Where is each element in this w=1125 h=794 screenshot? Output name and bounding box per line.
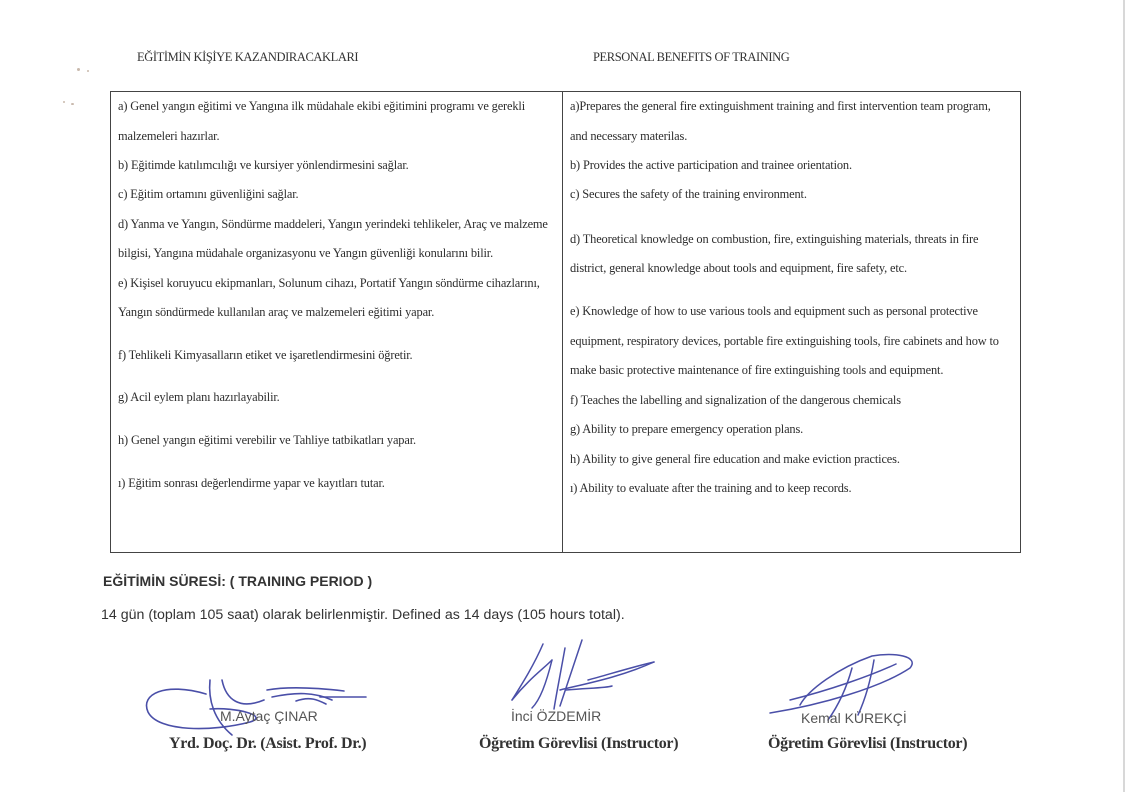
benefit-tr-line: d) Yanma ve Yangın, Söndürme maddeleri, Yangın yerindeki tehlikeler, Araç ve malzeme	[118, 217, 548, 231]
benefit-en-line: e) Knowledge of how to use various tools and equipment such as personal protective	[570, 304, 978, 318]
benefit-en-line: h) Ability to give general fire education and make eviction practices.	[570, 452, 900, 466]
benefit-en-line: make basic protective maintenance of fire extinguishing tools and equipment.	[570, 363, 944, 377]
signatory-name: Kemal KÜREKÇİ	[801, 710, 907, 726]
signatory-title: Yrd. Doç. Dr. (Asist. Prof. Dr.)	[169, 735, 367, 752]
benefit-en-line: a)Prepares the general fire extinguishment training and first intervention team program,	[570, 99, 991, 113]
benefit-tr-line: c) Eğitim ortamını güvenliğini sağlar.	[118, 187, 299, 201]
column-divider	[562, 92, 563, 552]
benefit-en-line: and necessary materilas.	[570, 129, 688, 143]
heading-benefits-tr: EĞİTİMİN KİŞİYE KAZANDIRACAKLARI	[137, 50, 359, 64]
signatory-name: M.Aytaç ÇINAR	[220, 708, 318, 724]
scan-speck	[63, 101, 65, 103]
benefit-tr-line: bilgisi, Yangına müdahale organizasyonu ve Yangın güvenliği konularını bilir.	[118, 246, 494, 260]
benefit-tr-line: b) Eğitimde katılımcılığı ve kursiyer yönlendirmesini sağlar.	[118, 158, 409, 172]
training-period-text: 14 gün (toplam 105 saat) olarak belirlenmiştir. Defined as 14 days (105 hours total).	[101, 607, 625, 623]
benefit-tr-line: f) Tehlikeli Kimyasalların etiket ve işaretlendirmesini öğretir.	[118, 348, 413, 362]
scan-speck	[77, 68, 80, 71]
benefit-tr-line: Yangın söndürmede kullanılan araç ve malzemeleri eğitimi yapar.	[118, 305, 435, 319]
benefit-en-line: g) Ability to prepare emergency operation plans.	[570, 422, 804, 436]
benefit-en-line: equipment, respiratory devices, portable fire extinguishing tools, fire cabinets and how to	[570, 334, 999, 348]
benefit-en-line: c) Secures the safety of the training environment.	[570, 187, 807, 201]
signatory-title: Öğretim Görevlisi (Instructor)	[479, 735, 679, 752]
benefit-en-line: ı) Ability to evaluate after the training and to keep records.	[570, 481, 852, 495]
heading-benefits-en: PERSONAL BENEFITS OF TRAINING	[593, 50, 790, 64]
benefit-tr-line: ı) Eğitim sonrası değerlendirme yapar ve kayıtları tutar.	[118, 476, 385, 490]
benefit-tr-line: e) Kişisel koruyucu ekipmanları, Solunum cihazı, Portatif Yangın söndürme cihazlarını,	[118, 276, 540, 290]
scan-speck	[71, 103, 74, 105]
benefit-en-line: d) Theoretical knowledge on combustion, fire, extinguishing materials, threats in fire	[570, 232, 979, 246]
training-period-title: EĞİTİMİN SÜRESİ: ( TRAINING PERIOD )	[103, 573, 373, 589]
benefit-tr-line: h) Genel yangın eğitimi verebilir ve Tahliye tatbikatları yapar.	[118, 433, 416, 447]
benefit-en-line: b) Provides the active participation and trainee orientation.	[570, 158, 852, 172]
benefit-en-line: f) Teaches the labelling and signalization of the dangerous chemicals	[570, 393, 901, 407]
benefit-tr-line: g) Acil eylem planı hazırlayabilir.	[118, 390, 280, 404]
benefits-table	[110, 91, 1021, 553]
benefit-en-line: district, general knowledge about tools and equipment, fire safety, etc.	[570, 261, 907, 275]
signatory-title: Öğretim Görevlisi (Instructor)	[768, 735, 968, 752]
benefit-tr-line: a) Genel yangın eğitimi ve Yangına ilk müdahale ekibi eğitimini programı ve gerekli	[118, 99, 526, 113]
signatory-name: İnci ÖZDEMİR	[511, 708, 602, 724]
benefit-tr-line: malzemeleri hazırlar.	[118, 129, 220, 143]
scan-speck	[87, 70, 89, 72]
